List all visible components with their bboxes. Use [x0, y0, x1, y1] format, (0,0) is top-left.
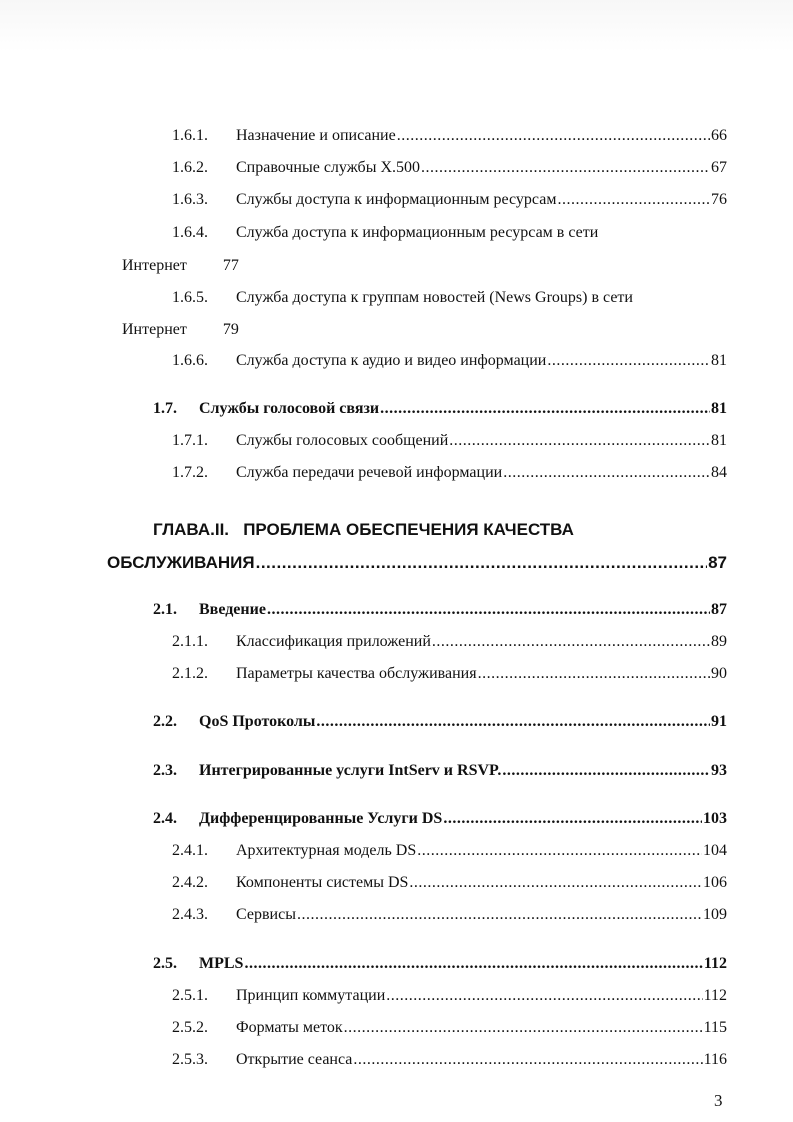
leader-dots [386, 985, 702, 1007]
toc-entry-2-5[interactable] [153, 953, 727, 975]
entry-number: 1.6.4. [172, 224, 208, 241]
toc-entry-2-1-2[interactable] [172, 663, 727, 685]
toc-entry-1-6-5-continuation[interactable] [122, 319, 422, 341]
leader-dots [502, 760, 710, 782]
leader-dots [503, 462, 710, 484]
entry-number: 2.4.1. [172, 842, 208, 859]
leader-dots [353, 1049, 702, 1071]
entry-page: 103 [703, 810, 727, 827]
entry-title-continuation: Интернет [122, 321, 187, 338]
toc-entry-1-6-6[interactable] [172, 350, 727, 372]
leader-dots [417, 840, 702, 862]
entry-title: Назначение и описание [236, 127, 396, 144]
toc-entry-1-6-1[interactable] [172, 125, 727, 147]
entry-page: 76 [711, 191, 727, 208]
entry-page: 81 [711, 400, 727, 417]
toc-entry-1-7-1[interactable] [172, 430, 727, 452]
entry-page: 116 [703, 1051, 727, 1068]
entry-page: 91 [711, 713, 727, 730]
entry-page: 112 [703, 955, 727, 972]
entry-page: 90 [711, 665, 727, 682]
entry-number: 2.1. [153, 601, 177, 618]
toc-entry-1-6-4-continuation[interactable] [122, 255, 422, 277]
toc-entry-1-7[interactable] [153, 398, 727, 420]
entry-title: Служба доступа к группам новостей (News Groups) в сети [236, 289, 633, 306]
entry-title: Справочные службы X.500 [236, 159, 420, 176]
entry-page: 112 [703, 987, 727, 1004]
leader-dots [344, 1017, 703, 1039]
entry-page: 106 [703, 874, 727, 891]
chapter-2-heading-line2[interactable] [107, 552, 727, 574]
entry-page: 67 [711, 159, 727, 176]
entry-number: 2.5.2. [172, 1019, 208, 1036]
entry-page: 89 [711, 633, 727, 650]
entry-number: 1.6.2. [172, 159, 208, 176]
leader-dots [397, 125, 710, 147]
entry-page: 115 [703, 1019, 727, 1036]
leader-dots [421, 157, 710, 179]
leader-dots [244, 953, 702, 975]
entry-title: Служба доступа к информационным ресурсам в сети [236, 224, 599, 241]
entry-title: Принцип коммутации [236, 987, 386, 1004]
entry-title: Введение [199, 601, 266, 618]
entry-number: 1.7.2. [172, 464, 208, 481]
entry-title: MPLS [199, 955, 244, 972]
entry-page: 81 [711, 432, 727, 449]
leader-dots [432, 631, 710, 653]
entry-page: 84 [711, 464, 727, 481]
entry-page: 109 [703, 906, 727, 923]
entry-number: 1.6.1. [172, 127, 208, 144]
chapter-page: 87 [708, 553, 727, 572]
entry-number: 2.1.1. [172, 633, 208, 650]
leader-dots [316, 711, 710, 733]
leader-dots [267, 599, 710, 621]
entry-page: 77 [222, 257, 239, 274]
toc-entry-2-5-2[interactable] [172, 1017, 727, 1039]
entry-number: 1.6.6. [172, 352, 208, 369]
entry-number: 2.1.2. [172, 665, 208, 682]
toc-entry-1-6-5[interactable] [172, 287, 727, 309]
toc-entry-2-4[interactable] [153, 808, 727, 830]
entry-number: 2.2. [153, 713, 177, 730]
entry-title: Открытие сеанса [236, 1051, 353, 1068]
entry-title: Классификация приложений [236, 633, 431, 650]
toc-entry-2-2[interactable] [153, 711, 727, 733]
entry-number: 2.4. [153, 810, 177, 827]
entry-title: Форматы меток [236, 1019, 343, 1036]
entry-number: 1.7.1. [172, 432, 208, 449]
page-number: 3 [714, 1091, 723, 1110]
entry-title: Службы доступа к информационным ресурсам [236, 191, 557, 208]
leader-dots [557, 189, 710, 211]
page-top-shade [0, 0, 793, 52]
entry-number: 1.6.3. [172, 191, 208, 208]
chapter-title-continuation: ОБСЛУЖИВАНИЯ [107, 553, 255, 572]
toc-entry-1-6-3[interactable] [172, 189, 727, 211]
entry-number: 2.4.3. [172, 906, 208, 923]
entry-title-continuation: Интернет [122, 257, 187, 274]
toc-entry-2-4-2[interactable] [172, 872, 727, 894]
toc-entry-2-4-3[interactable] [172, 904, 727, 926]
entry-title: Сервисы [236, 906, 296, 923]
entry-number: 1.7. [153, 400, 177, 417]
leader-dots [256, 552, 707, 574]
entry-title: Интегрированные услуги IntServ и RSVP. [199, 762, 502, 779]
entry-page: 66 [711, 127, 727, 144]
entry-title: Служба передачи речевой информации [236, 464, 503, 481]
leader-dots [409, 872, 702, 894]
chapter-2-heading[interactable]: ГЛАВА.II. ПРОБЛЕМА ОБЕСПЕЧЕНИЯ КАЧЕСТВА [153, 520, 574, 539]
leader-dots [297, 904, 702, 926]
entry-title: Службы голосовой связи [199, 400, 380, 417]
entry-page: 81 [711, 352, 727, 369]
entry-title: Параметры качества обслуживания [236, 665, 477, 682]
entry-title: Службы голосовых сообщений [236, 432, 449, 449]
toc-entry-2-4-1[interactable] [172, 840, 727, 862]
entry-page: 93 [711, 762, 727, 779]
entry-title: Архитектурная модель DS [236, 842, 417, 859]
toc-entry-2-5-1[interactable] [172, 985, 727, 1007]
toc-entry-1-7-2[interactable] [172, 462, 727, 484]
toc-entry-2-1-1[interactable] [172, 631, 727, 653]
entry-number: 2.4.2. [172, 874, 208, 891]
entry-number: 2.3. [153, 762, 177, 779]
entry-title: Дифференцированные Услуги DS [199, 810, 443, 827]
leader-dots [478, 663, 710, 685]
entry-title: Компоненты системы DS [236, 874, 409, 891]
entry-page: 79 [222, 321, 239, 338]
entry-page: 87 [711, 601, 727, 618]
entry-number: 1.6.5. [172, 289, 208, 306]
entry-title: QoS Протоколы [199, 713, 316, 730]
entry-title: Служба доступа к аудио и видео информации [236, 352, 547, 369]
leader-dots [547, 350, 710, 372]
leader-dots [443, 808, 702, 830]
entry-number: 2.5. [153, 955, 177, 972]
toc-entry-1-6-4[interactable] [172, 222, 727, 244]
entry-number: 2.5.1. [172, 987, 208, 1004]
toc-entry-2-1[interactable] [153, 599, 727, 621]
toc-entry-1-6-2[interactable] [172, 157, 727, 179]
toc-entry-2-3[interactable] [153, 760, 727, 782]
leader-dots [380, 398, 710, 420]
leader-dots [449, 430, 710, 452]
toc-entry-2-5-3[interactable] [172, 1049, 727, 1071]
entry-number: 2.5.3. [172, 1051, 208, 1068]
entry-page: 104 [703, 842, 727, 859]
